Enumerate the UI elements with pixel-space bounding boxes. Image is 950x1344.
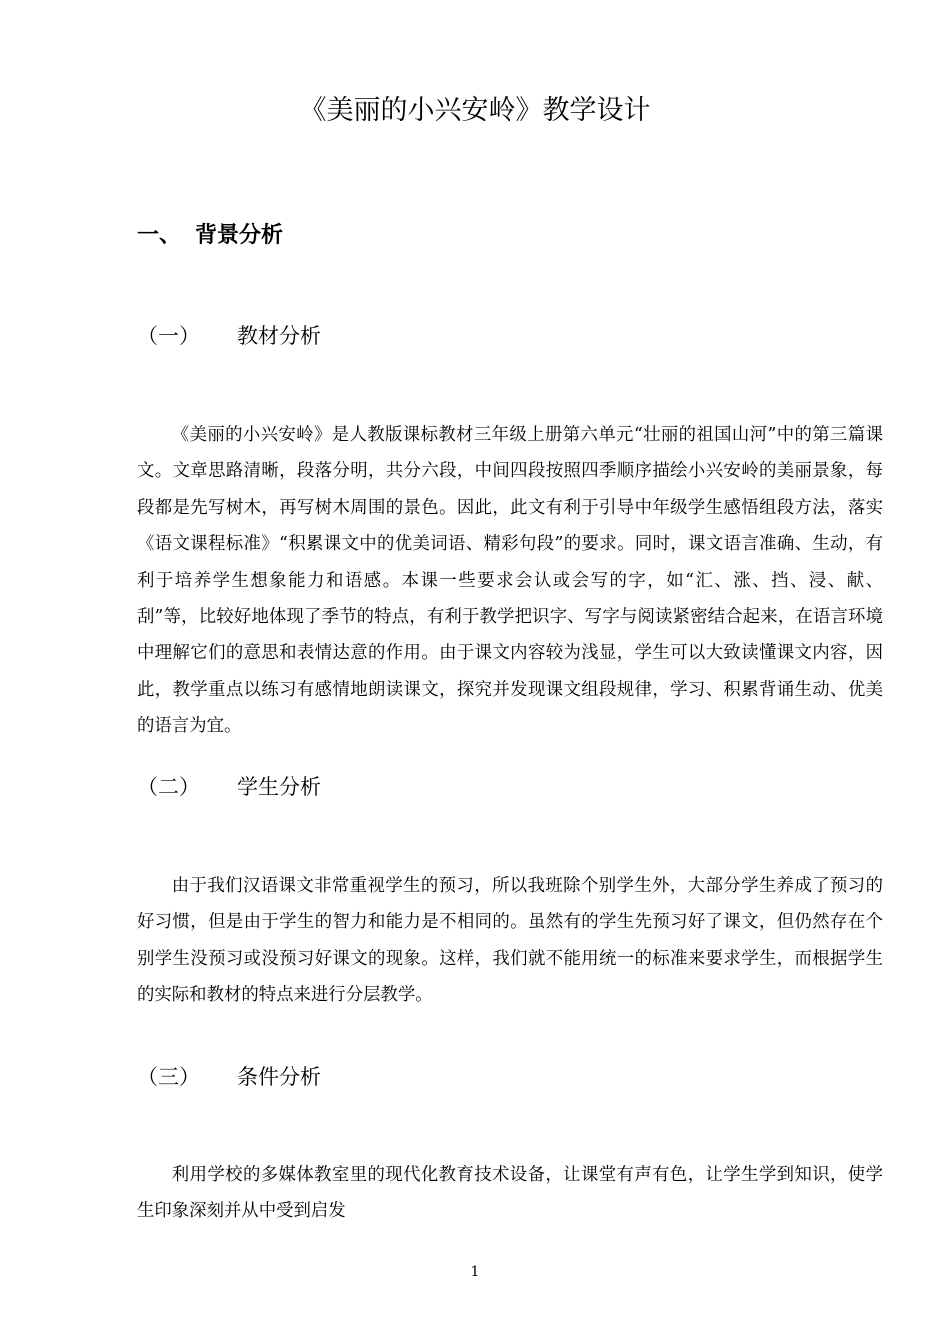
subsection-number: （二） [137, 775, 200, 799]
subsection-number: （一） [137, 324, 200, 348]
subsection-heading-student [137, 771, 321, 801]
paragraph-textbook-analysis: 《美丽的小兴安岭》是人教版课标教材三年级上册第六单元“壮丽的祖国山河”中的第三篇课文。文章思路清晰，段落分明，共分六段，中间四段按照四季顺序描绘小兴安岭的美丽景象，每段都是先写树木，再写树木周围的景色。因此，此文有利于引导中年级学生感悟组段方法，落实《语文课程标准》“积累课文中的优美词语、精彩句段”的要求。同时，课文语言准确、生动，有利于培养学生想象能力和语感。本课一些要求会认或会写的字，如“汇、涨、挡、浸、献、刮”等，比较好地体现了季节的特点，有利于教学把识字、写字与阅读紧密结合起来，在语言环境中理解它们的意思和表情达意的作用。由于课文内容较为浅显，学生可以大致读懂课文内容，因此，教学重点以练习有感情地朗读课文，探究并发现课文组段规律，学习、积累背诵生动、优美的语言为宜。 [137, 425, 883, 737]
section-title: 背景分析 [195, 223, 284, 248]
subsection-title: 条件分析 [237, 1065, 321, 1089]
section-heading-background [137, 218, 283, 249]
paragraph-conditions-analysis: 利用学校的多媒体教室里的现代化教育技术设备，让课堂有声有色，让学生学到知识，使学生印象深刻并从中受到启发 [137, 1165, 883, 1222]
page-number: 1 [470, 1264, 480, 1280]
subsection-heading-textbook [137, 320, 321, 350]
paragraph-student-analysis: 由于我们汉语课文非常重视学生的预习，所以我班除个别学生外，大部分学生养成了预习的好习惯，但是由于学生的智力和能力是不相同的。虽然有的学生先预习好了课文，但仍然存在个别学生没预习或没预习好课文的现象。这样，我们就不能用统一的标准来要求学生，而根据学生的实际和教材的特点来进行分层教学。 [137, 876, 883, 1006]
document-title: 《美丽的小兴安岭》教学设计 [299, 95, 651, 126]
subsection-title: 教材分析 [237, 324, 321, 348]
subsection-heading-conditions [137, 1061, 321, 1091]
subsection-number: （三） [137, 1065, 200, 1089]
subsection-title: 学生分析 [237, 775, 321, 799]
section-number: 一、 [137, 223, 182, 248]
